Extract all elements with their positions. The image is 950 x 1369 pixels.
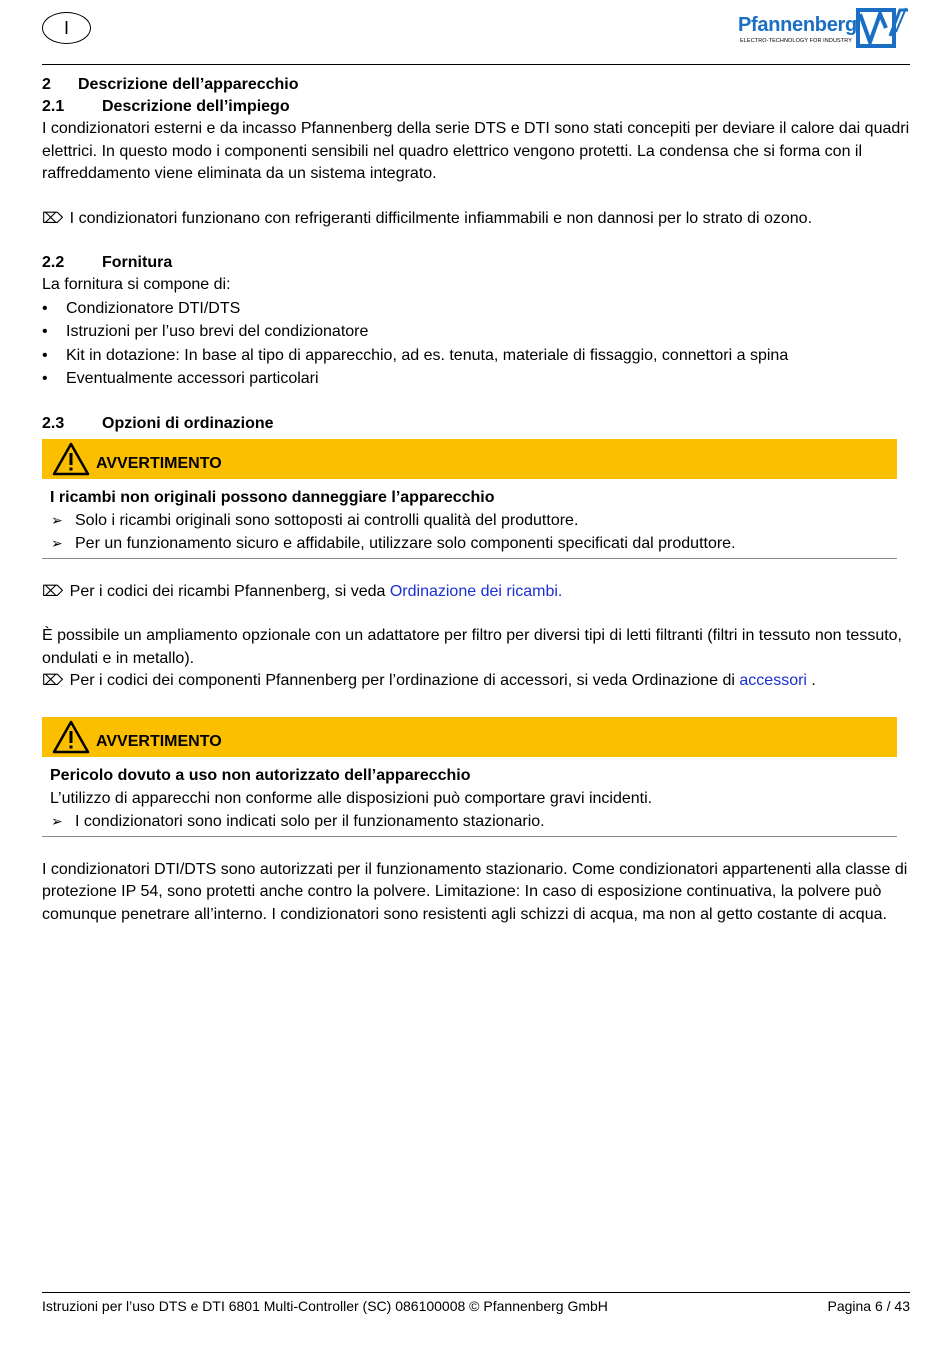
footer-rule <box>42 1292 910 1293</box>
note-hand-icon: ⌦ <box>42 209 64 227</box>
logo-tagline: ELECTRO-TECHNOLOGY FOR INDUSTRY <box>740 38 852 44</box>
note-text: Per i codici dei ricambi Pfannenberg, si veda <box>69 582 390 600</box>
language-badge <box>42 12 91 44</box>
section-number: 2.3 <box>42 414 65 432</box>
warning-list <box>50 509 897 555</box>
warning-list <box>50 810 897 833</box>
spare-parts-link[interactable]: Ordinazione dei ricambi. <box>389 582 563 600</box>
spare-parts-note <box>42 581 910 604</box>
spacer <box>42 837 910 859</box>
company-logo <box>738 6 910 48</box>
warning-label: AVVERTIMENTO <box>96 454 222 472</box>
refrigerant-note <box>42 208 910 231</box>
warning-body <box>42 479 897 559</box>
accessories-note <box>42 670 910 693</box>
language-label: I <box>63 17 69 38</box>
warning-box-spare-parts <box>42 439 897 559</box>
list-item: • Kit in dotazione: In base al tipo di apparecchio, ad es. tenuta, materiale di fissaggio, connettori a spina <box>42 344 910 368</box>
section-number: 2.1 <box>42 98 65 115</box>
warning-bar <box>42 717 897 757</box>
warning-line: L’utilizzo di apparecchi non conforme alle disposizioni può comportare gravi incidenti. <box>50 789 653 807</box>
section-2-1-body: I condizionatori esterni e da incasso Pfannenberg della serie DTS e DTI sono stati concepiti per deviare il calore dai quadri elettrici. In questo modo i componenti sensibili nel quadro elettrico vengono protetti. La condensa che si forma con il raffreddamento viene eliminata da un sistema integrato. <box>42 120 910 182</box>
section-number: 2 <box>42 76 51 93</box>
list-item: • Condizionatore DTI/DTS <box>42 297 910 321</box>
list-item: • Eventualmente accessori particolari <box>42 367 910 391</box>
footer-document-info: Istruzioni per l’uso DTS e DTI 6801 Multi-Controller (SC) 086100008 © Pfannenberg GmbH <box>42 1298 608 1314</box>
section-2-3-heading <box>42 413 910 435</box>
supply-intro: La fornitura si compone di: <box>42 276 231 293</box>
list-item: ➢ Solo i ricambi originali sono sottoposti ai controlli qualità del produttore. <box>50 509 897 532</box>
spacer <box>42 186 910 208</box>
spacer <box>42 230 910 252</box>
section-title: Descrizione dell’impiego <box>102 98 290 115</box>
note-text: Per i codici dei componenti Pfannenberg per l’ordinazione di accessori, si veda Ordinazione di <box>69 672 740 689</box>
warning-triangle-icon <box>52 720 90 754</box>
section-title: Fornitura <box>102 254 173 271</box>
spacer <box>42 693 910 715</box>
logo-mark-icon <box>856 6 910 48</box>
warning-body <box>42 757 897 837</box>
list-item: ➢ Per un funzionamento sicuro e affidabile, utilizzare solo componenti specificati dal produttore. <box>50 532 897 555</box>
header-rule <box>42 64 910 65</box>
spacer <box>42 391 910 413</box>
page-content <box>42 74 910 926</box>
section-2-heading <box>42 74 910 96</box>
section-title: Descrizione dell’apparecchio <box>78 76 299 93</box>
footer-page-number: Pagina 6 / 43 <box>827 1298 910 1314</box>
warning-heading: I ricambi non originali possono danneggiare l’apparecchio <box>50 488 495 506</box>
supply-list <box>42 297 910 391</box>
final-paragraph: I condizionatori DTI/DTS sono autorizzati per il funzionamento stazionario. Come condizionatori appartenenti alla classe di protezione IP 54, sono protetti anche contro la polvere. Limitazione: In caso di esposizione continuativa, la polvere può comunque penetrare all’interno. I condizionatori sono resistenti agli schizzi di acqua, ma non al getto costante di acqua. <box>42 860 908 923</box>
logo-name: Pfannenberg <box>738 14 857 36</box>
list-item: ➢ I condizionatori sono indicati solo per il funzionamento stazionario. <box>50 810 897 833</box>
warning-triangle-icon <box>52 442 90 476</box>
section-2-2-heading <box>42 252 910 274</box>
warning-bar <box>42 439 897 479</box>
filter-adapter-paragraph: È possibile un ampliamento opzionale con un adattatore per filtro per diversi tipi di letti filtranti (filtri in tessuto non tessuto, ondulati e in metallo). <box>42 627 902 667</box>
warning-box-unauthorized-use <box>42 717 897 837</box>
accessories-link[interactable]: accessori <box>739 672 807 689</box>
section-title: Opzioni di ordinazione <box>102 414 274 432</box>
spacer <box>42 559 910 581</box>
note-tail: . <box>806 672 816 689</box>
list-item: • Istruzioni per l’uso brevi del condizionatore <box>42 320 910 344</box>
section-number: 2.2 <box>42 254 65 271</box>
note-hand-icon: ⌦ <box>42 672 64 689</box>
section-2-1-heading <box>42 96 910 118</box>
note-text: I condizionatori funzionano con refrigeranti difficilmente infiammabili e non dannosi per lo strato di ozono. <box>69 209 813 227</box>
warning-label: AVVERTIMENTO <box>96 732 222 750</box>
warning-heading: Pericolo dovuto a uso non autorizzato dell’apparecchio <box>50 766 471 784</box>
spacer <box>42 603 910 625</box>
note-hand-icon: ⌦ <box>42 582 64 600</box>
